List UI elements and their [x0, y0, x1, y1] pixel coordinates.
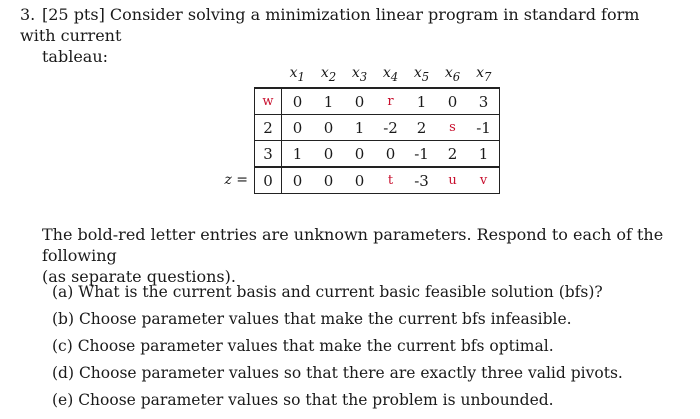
basis-cell: 0 — [255, 167, 282, 194]
tableau-cell: -3 — [406, 167, 437, 194]
tableau-row — [170, 141, 500, 168]
unknown-parameter-cell: v — [468, 167, 500, 194]
tableau-cell: 2 — [406, 115, 437, 141]
column-header-x4: $x_4$ — [382, 65, 399, 84]
problem-number: 3. — [20, 5, 36, 24]
column-header-x7: $x_7$ — [476, 65, 492, 84]
problem-text-1: Consider solving a minimization linear program in standard form with current — [20, 5, 640, 45]
tableau-cell: 0 — [344, 141, 375, 168]
unknown-parameter-cell: s — [437, 115, 468, 141]
tableau-cell: 0 — [344, 167, 375, 194]
unknown-parameter-cell: r — [375, 88, 406, 115]
tableau-cell: 0 — [313, 167, 344, 194]
question-d: (d) Choose parameter values so that there are exactly three valid pivots. — [52, 364, 623, 382]
tableau-cell: 1 — [313, 88, 344, 115]
basis-cell: 2 — [255, 115, 282, 141]
tableau-row — [170, 88, 500, 115]
tableau-cell: 0 — [344, 88, 375, 115]
question-e: (e) Choose parameter values so that the problem is unbounded. — [52, 391, 554, 409]
tableau-cell: 1 — [344, 115, 375, 141]
tableau-cell: 0 — [375, 141, 406, 168]
column-header-x5: $x_5$ — [413, 65, 430, 84]
tableau-cell: 0 — [313, 141, 344, 168]
tableau-body — [170, 88, 500, 194]
column-header-x6: $x_6$ — [444, 65, 461, 84]
question-c: (c) Choose parameter values that make the current bfs optimal. — [52, 337, 554, 355]
tableau-cell: -1 — [406, 141, 437, 168]
tableau-table — [170, 62, 500, 194]
problem-line-2: tableau: — [42, 47, 109, 66]
basis-cell: w — [255, 88, 282, 115]
basis-cell: 3 — [255, 141, 282, 168]
instructions-line-1: The bold-red letter entries are unknown parameters. Respond to each of the following — [42, 225, 664, 265]
tableau-cell: 0 — [282, 88, 314, 115]
problem-statement — [20, 4, 680, 67]
tableau-cell: 1 — [406, 88, 437, 115]
simplex-tableau — [170, 62, 500, 194]
tableau-cell: 2 — [437, 141, 468, 168]
problem-line-1 — [20, 4, 680, 46]
tableau-cell: -2 — [375, 115, 406, 141]
instructions-paragraph — [42, 224, 682, 287]
tableau-cell: 0 — [282, 167, 314, 194]
unknown-parameter-cell: t — [375, 167, 406, 194]
tableau-row — [170, 167, 500, 194]
question-list — [52, 279, 623, 414]
question-a: (a) What is the current basis and current basic feasible solution (bfs)? — [52, 283, 603, 301]
instructions-line-2: (as separate questions). — [42, 267, 236, 286]
tableau-cell: 0 — [313, 115, 344, 141]
column-header-x3: $x_3$ — [351, 65, 368, 84]
tableau-cell: 0 — [437, 88, 468, 115]
row-label — [170, 141, 255, 168]
tableau-cell: 1 — [468, 141, 500, 168]
unknown-parameter-cell: u — [437, 167, 468, 194]
problem-points: [25 pts] — [42, 5, 105, 24]
row-label: z = — [224, 172, 248, 189]
tableau-cell: 3 — [468, 88, 500, 115]
tableau-cell: -1 — [468, 115, 500, 141]
tableau-row — [170, 115, 500, 141]
question-b: (b) Choose parameter values that make the current bfs infeasible. — [52, 310, 572, 328]
row-label — [170, 115, 255, 141]
row-label — [170, 88, 255, 115]
column-header-x1: $x_1$ — [289, 65, 305, 84]
column-header-x2: $x_2$ — [320, 65, 337, 84]
tableau-cell: 0 — [282, 115, 314, 141]
tableau-cell: 1 — [282, 141, 314, 168]
